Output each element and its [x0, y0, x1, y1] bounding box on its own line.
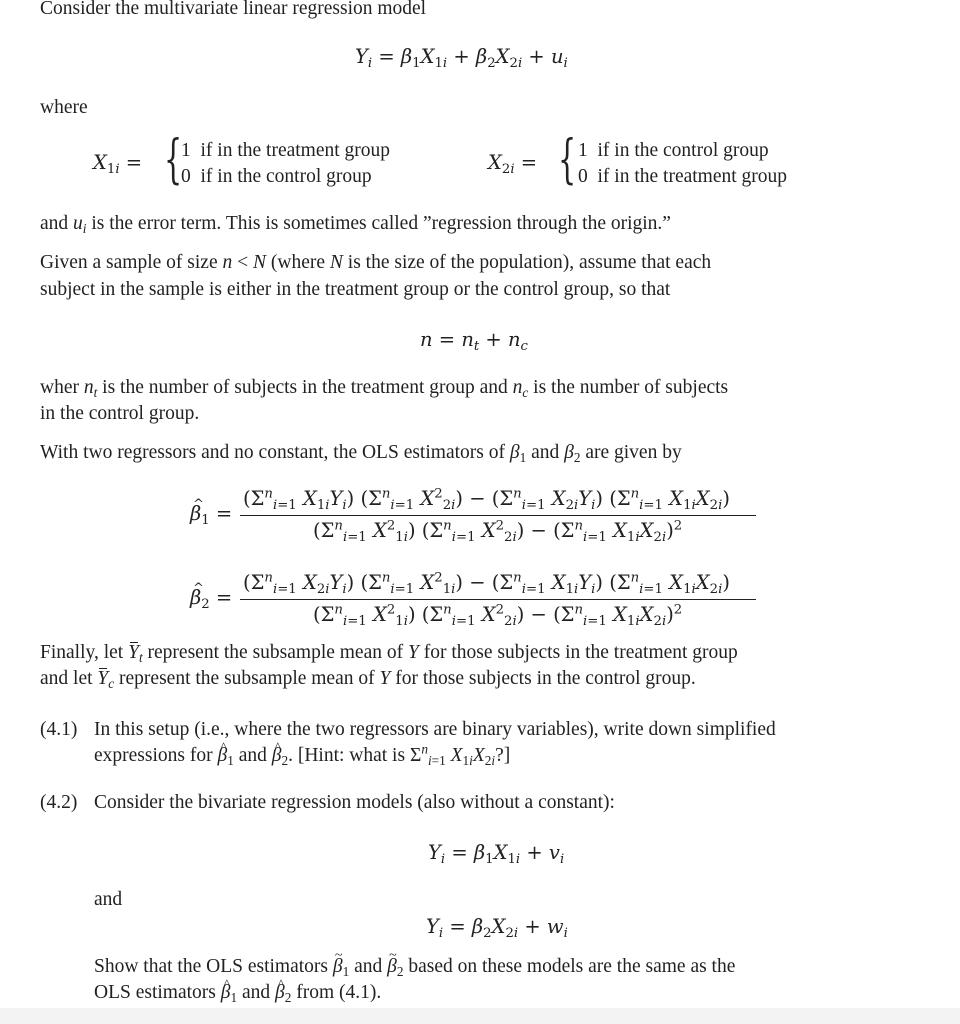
subject-count-line-2: in the control group. [40, 403, 200, 424]
ols-intro-text: With two regressors and no constant, the OLS estimators of $\beta_1$ and $\beta_2$ are given by [40, 442, 682, 466]
x2-case-2: 0 if in the treatment group [578, 166, 788, 187]
model-equation: $Y_i = \beta_1X_{1i} + \beta_2X_{2i} + u_i$ [355, 45, 568, 72]
beta2-hat-numerator: ($\Sigma^n_{i=1}$ $X_{2i}Y_i$) ($\Sigma^n_{i=1}$ $X^2_{1i}) - (\Sigma^n_{i=1}$ $X_{1i}Y_i$) ($\Sigma^n_{i=1}$ $X_{1i}X_{2i}$) [243, 570, 730, 598]
error-term-text: and $u_i$ is the error term. This is sometimes called ”regression through the origin.” [40, 213, 671, 237]
page-bottom-edge [0, 1008, 960, 1024]
finally-line-2: and let $Y_c$ represent the subsample mean of Y for those subjects in the control group. [40, 668, 696, 692]
question-4-2-and: and [94, 889, 123, 910]
beta1-hat-denominator: ($\Sigma^n_{i=1}$ $X^2_{1i}$) ($\Sigma^n_{i=1}$ $X^2_{2i}) - (\Sigma^n_{i=1}$ $X_{1i}X_{2i})^2$ [313, 518, 683, 546]
beta2-hat-denominator: ($\Sigma^n_{i=1}$ $X^2_{1i}$) ($\Sigma^n_{i=1}$ $X^2_{2i}) - (\Sigma^n_{i=1}$ $X_{1i}X_{2i})^2$ [313, 602, 683, 630]
x1-case-1: 1 if in the treatment group [181, 140, 391, 161]
beta1-hat-fraction-bar [240, 515, 756, 516]
question-4-1-line-1: In this setup (i.e., where the two regressors are binary variables), write down simplified [94, 719, 776, 740]
x1-brace: { [164, 130, 183, 190]
bivariate-model-2: $Y_i = \beta_2X_{2i} + w_i$ [426, 915, 568, 942]
beta2-hat-lhs: ^ $\beta_2$ = [190, 585, 232, 611]
x2-brace: { [558, 130, 577, 190]
beta2-hat-fraction-bar [240, 599, 756, 600]
question-4-2-line-1: Consider the bivariate regression models (also without a constant): [94, 792, 615, 813]
subject-count-line-1: wher $n_t$ is the number of subjects in the treatment group and $n_c$ is the number of subjects [40, 377, 729, 401]
where-text: where [40, 97, 88, 118]
x1-definition-label: $X_{1i}$ = [93, 151, 143, 178]
question-4-1-line-2: expressions for ^ $\beta_1$ and ^ $\beta_2$. [Hint: what is $\Sigma^n_{i=1}$ $X_{1i}X_{2i}$?] [94, 743, 510, 769]
sample-size-equation: $n = n_t + n_c$ [420, 328, 528, 355]
bivariate-model-1: $Y_i = \beta_1X_{1i} + v_i$ [428, 841, 565, 868]
sample-line-1: Given a sample of size n < N (where N is the size of the population), assume that each [40, 252, 712, 273]
sample-line-2: subject in the sample is either in the treatment group or the control group, so that [40, 279, 671, 300]
question-4-1-number: (4.1) [40, 719, 78, 740]
intro-text: Consider the multivariate linear regression model [40, 0, 427, 19]
question-4-2-number: (4.2) [40, 792, 78, 813]
x1-case-2: 0 if in the control group [181, 166, 372, 187]
x2-case-1: 1 if in the control group [578, 140, 769, 161]
question-4-2-show-line-2: OLS estimators ^ $\beta_1$ and ^ $\beta_2$ from (4.1). [94, 980, 381, 1006]
x2-definition-label: $X_{2i}$ = [488, 151, 538, 178]
question-4-2-show-line-1: Show that the OLS estimators ~ $\beta_1$ and ~ $\beta_2$ based on these models are the same as the [94, 954, 735, 980]
beta1-hat-lhs: ^ $\beta_1$ = [190, 501, 232, 527]
beta1-hat-numerator: ($\Sigma^n_{i=1}$ $X_{1i}Y_i$) ($\Sigma^n_{i=1}$ $X^2_{2i}) - (\Sigma^n_{i=1}$ $X_{2i}Y_i$) ($\Sigma^n_{i=1}$ $X_{1i}X_{2i}$) [243, 486, 730, 514]
finally-line-1: Finally, let $Y_t$ represent the subsample mean of Y for those subjects in the treatment group [40, 642, 738, 666]
